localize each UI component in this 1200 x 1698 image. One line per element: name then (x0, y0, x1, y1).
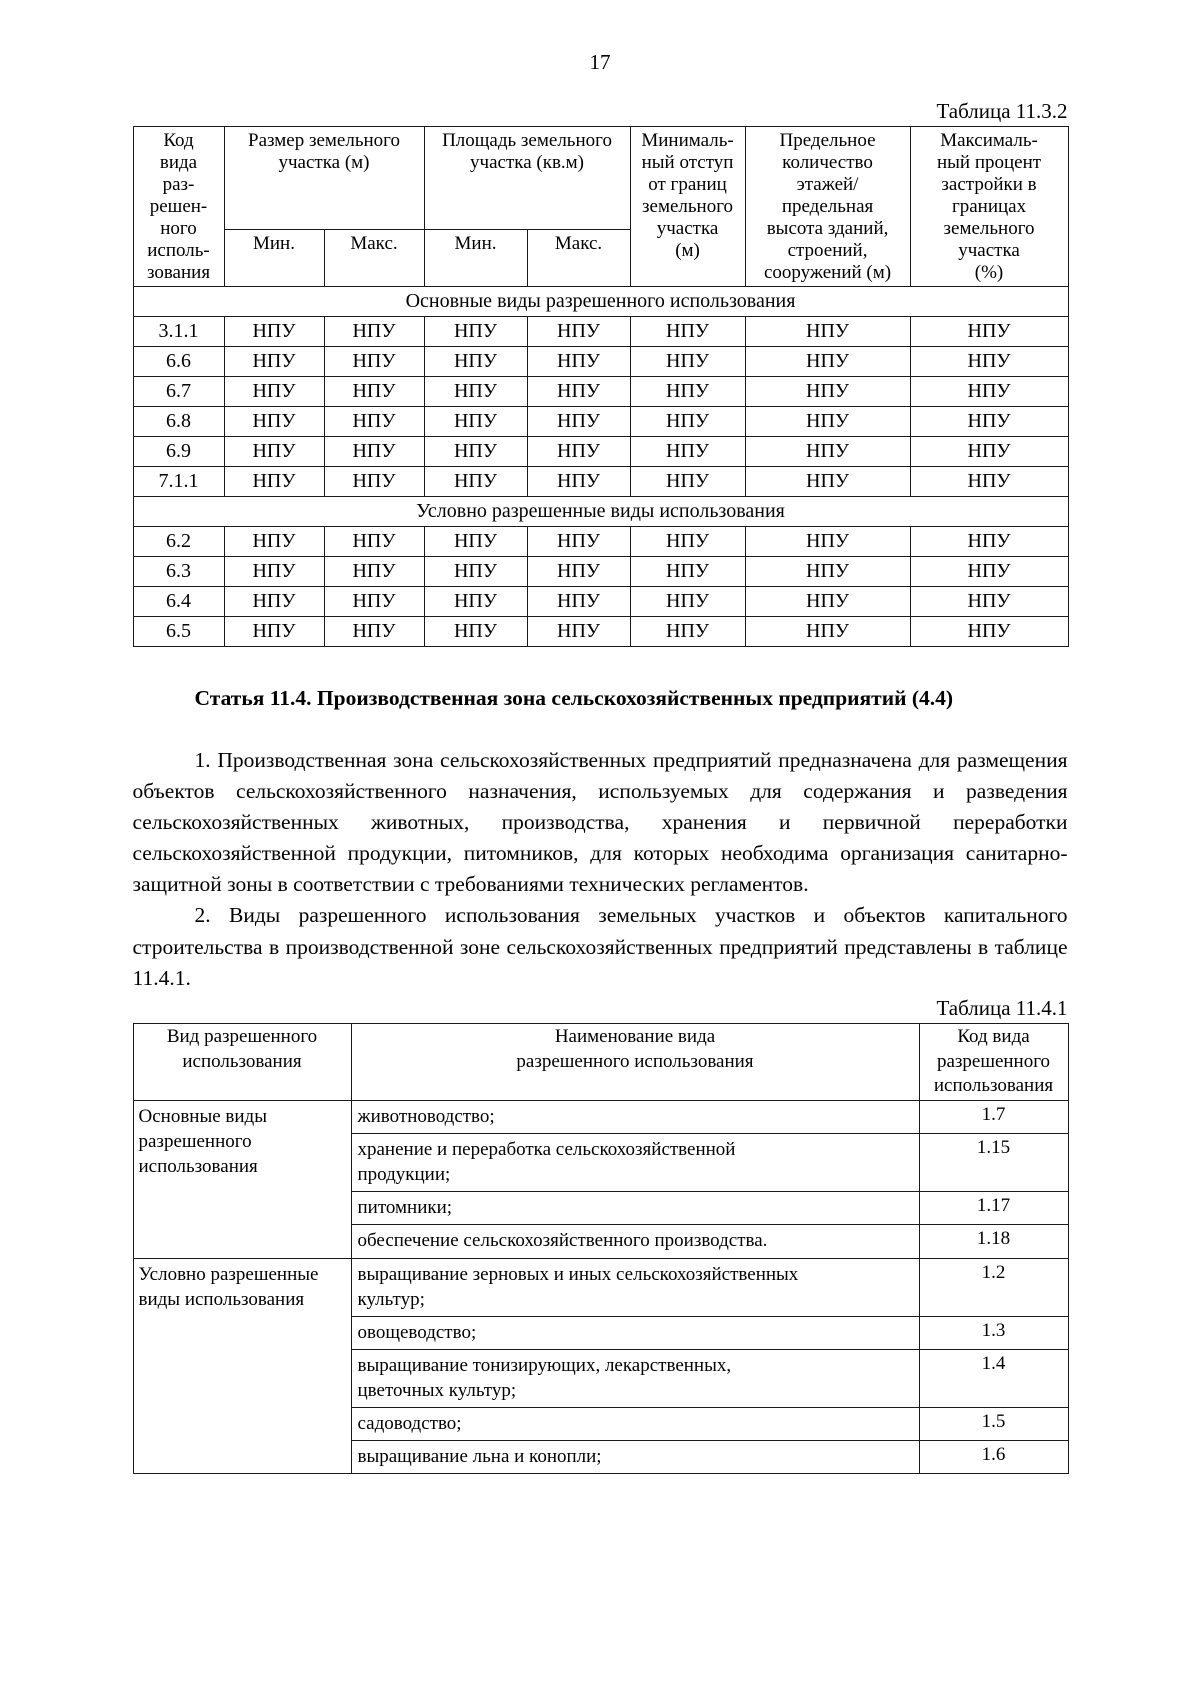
cell-value: НПУ (424, 347, 527, 377)
table-2-caption: Таблица 11.4.1 (936, 995, 1068, 1020)
table-row (133, 347, 1068, 377)
cell-name (351, 1192, 919, 1225)
cell-code: 3.1.1 (133, 317, 224, 347)
header-vri-code-l3: использования (933, 1075, 1054, 1097)
table-1-body (133, 287, 1068, 647)
cell-kind (133, 1101, 351, 1258)
header-setback-l3: от границ (648, 174, 727, 196)
cell-vri-code: 1.3 (919, 1316, 1068, 1349)
header-floors-l5: высота зданий, (766, 218, 889, 240)
cell-name-line: культур; (357, 1288, 425, 1310)
cell-value: НПУ (224, 317, 324, 347)
header-coverage-l3: застройки в (941, 174, 1037, 196)
table-row-section-header (133, 497, 1068, 527)
cell-value: НПУ (745, 437, 910, 467)
cell-kind (133, 1258, 351, 1474)
article-title-part-3: сельскохозяйственных (551, 686, 773, 711)
article-heading (133, 683, 1068, 714)
cell-value: НПУ (745, 377, 910, 407)
cell-kind-line: Основные виды (138, 1106, 267, 1128)
header-floors-l2: количество (782, 152, 873, 174)
cell-value: НПУ (324, 347, 424, 377)
cell-code: 6.4 (133, 587, 224, 617)
table-1-caption: Таблица 11.3.2 (936, 99, 1068, 123)
table-row (133, 587, 1068, 617)
cell-code: 6.5 (133, 617, 224, 647)
cell-kind-line: виды использования (138, 1288, 305, 1310)
cell-vri-code: 1.4 (919, 1349, 1068, 1407)
header-size-min: Мин. (224, 229, 324, 287)
cell-vri-code: 1.5 (919, 1407, 1068, 1440)
cell-vri-code: 1.15 (919, 1134, 1068, 1192)
header-vri-code (919, 1024, 1068, 1101)
header-setback-l4: земельного (642, 196, 734, 218)
header-code-l1: Код (163, 130, 194, 152)
cell-value: НПУ (745, 317, 910, 347)
header-setback-l1: Минималь- (641, 130, 734, 152)
cell-name-line: животноводство; (357, 1106, 495, 1128)
section-title: Условно разрешенные виды использования (133, 497, 1068, 527)
header-code-l4: решен- (149, 196, 208, 218)
cell-name-line: выращивание тонизирующих, лекарственных, (357, 1354, 732, 1376)
header-coverage-l1: Максималь- (940, 130, 1038, 152)
article-title-part-1: Производственная (316, 686, 499, 711)
cell-vri-code: 1.6 (919, 1440, 1068, 1473)
cell-value: НПУ (527, 557, 630, 587)
cell-value: НПУ (324, 407, 424, 437)
header-size: Размер земельного участка (м) (224, 127, 424, 230)
table-row (133, 377, 1068, 407)
table-2-header-row (133, 1024, 1068, 1101)
cell-value: НПУ (910, 557, 1068, 587)
cell-value: НПУ (424, 617, 527, 647)
header-code-l3: раз- (162, 174, 195, 196)
table-1-header-row-1 (133, 127, 1068, 230)
cell-value: НПУ (910, 617, 1068, 647)
cell-vri-code: 1.18 (919, 1225, 1068, 1258)
header-area-max: Макс. (527, 229, 630, 287)
header-coverage-l5: земельного (943, 218, 1035, 240)
cell-code: 6.6 (133, 347, 224, 377)
section-title: Основные виды разрешенного использования (133, 287, 1068, 317)
table-row (133, 1101, 1068, 1134)
cell-name (351, 1258, 919, 1316)
paragraph-1: 1. Производственная зона сельскохозяйственных предприятий предназначена для размещения объектов сельскохозяйственного назначения, используемых для содержания и разведения сельскохозяйственных животных, производства, хранения и первичной переработки сельскохозяйственной продукции, питомников, для которых необходима организация санитарно-защитной зоны в соответствии с требованиями технических регламентов. (132, 747, 1068, 897)
header-floors (745, 127, 910, 287)
header-setback-l6: (м) (675, 240, 700, 262)
article-title-part-4: предприятий (4.4) (778, 686, 954, 711)
cell-name-line: выращивание льна и конопли; (357, 1445, 602, 1467)
article-number: Статья 11.4. (194, 686, 312, 711)
table-row (133, 1258, 1068, 1316)
cell-name-line: выращивание зерновых и иных сельскохозяйственных (357, 1263, 799, 1285)
cell-name (351, 1407, 919, 1440)
cell-value: НПУ (745, 347, 910, 377)
cell-value: НПУ (224, 437, 324, 467)
page-number: 17 (589, 50, 611, 74)
cell-value: НПУ (324, 527, 424, 557)
cell-name-line: питомники; (357, 1197, 453, 1219)
cell-value: НПУ (424, 407, 527, 437)
cell-value: НПУ (324, 587, 424, 617)
cell-name (351, 1134, 919, 1192)
cell-value: НПУ (910, 347, 1068, 377)
cell-value: НПУ (224, 377, 324, 407)
table-2-head (133, 1024, 1068, 1101)
cell-kind-line: разрешенного (138, 1131, 252, 1153)
header-setback (630, 127, 745, 287)
cell-code: 6.3 (133, 557, 224, 587)
article-title-part-2: зона (503, 686, 547, 711)
cell-value: НПУ (424, 317, 527, 347)
cell-value: НПУ (424, 527, 527, 557)
cell-value: НПУ (527, 527, 630, 557)
table-11-4-1 (133, 1023, 1069, 1474)
cell-name-line: садоводство; (357, 1412, 462, 1434)
cell-value: НПУ (910, 407, 1068, 437)
cell-vri-code: 1.17 (919, 1192, 1068, 1225)
header-code-l5: ного (160, 218, 197, 240)
cell-value: НПУ (224, 617, 324, 647)
cell-code: 7.1.1 (133, 467, 224, 497)
cell-code: 6.7 (133, 377, 224, 407)
header-floors-l6: строений, (787, 240, 868, 262)
cell-name (351, 1349, 919, 1407)
header-floors-l1: Предельное (779, 130, 876, 152)
cell-kind-line: использования (138, 1156, 258, 1178)
cell-value: НПУ (324, 377, 424, 407)
cell-value: НПУ (745, 527, 910, 557)
cell-value: НПУ (224, 347, 324, 377)
paragraph-2: 2. Виды разрешенного использования земельных участков и объектов капитального строительства в производственной зоне сельскохозяйственных предприятий представлены в таблице 11.4.1. (132, 903, 1068, 990)
cell-value: НПУ (745, 467, 910, 497)
cell-value: НПУ (224, 527, 324, 557)
cell-name (351, 1225, 919, 1258)
cell-value: НПУ (630, 377, 745, 407)
table-row-section-header (133, 287, 1068, 317)
header-name-l1: Наименование вида (554, 1026, 716, 1048)
header-floors-l7: сооружений (м) (763, 262, 892, 284)
header-coverage-l4: границах (951, 196, 1027, 218)
cell-value: НПУ (745, 617, 910, 647)
table-row (133, 317, 1068, 347)
header-floors-l4: предельная (781, 196, 874, 218)
cell-code: 6.9 (133, 437, 224, 467)
cell-value: НПУ (630, 617, 745, 647)
cell-name-line: цветочных культур; (357, 1379, 517, 1401)
header-code (133, 127, 224, 287)
cell-value: НПУ (630, 437, 745, 467)
cell-value: НПУ (745, 557, 910, 587)
header-area-min: Мин. (424, 229, 527, 287)
cell-vri-code: 1.2 (919, 1258, 1068, 1316)
cell-name-line: хранение и переработка сельскохозяйственной (357, 1139, 736, 1161)
cell-value: НПУ (324, 557, 424, 587)
cell-code: 6.2 (133, 527, 224, 557)
cell-value: НПУ (324, 437, 424, 467)
header-size-max: Макс. (324, 229, 424, 287)
cell-name-line: продукции; (357, 1164, 451, 1186)
cell-value: НПУ (910, 467, 1068, 497)
cell-value: НПУ (630, 347, 745, 377)
cell-value: НПУ (527, 407, 630, 437)
cell-value: НПУ (527, 617, 630, 647)
cell-value: НПУ (630, 317, 745, 347)
header-coverage-l7: (%) (974, 262, 1004, 284)
header-code-l2: вида (159, 152, 198, 174)
cell-name (351, 1440, 919, 1473)
cell-value: НПУ (910, 437, 1068, 467)
cell-value: НПУ (630, 467, 745, 497)
header-name (351, 1024, 919, 1101)
cell-name (351, 1101, 919, 1134)
table-row (133, 527, 1068, 557)
table-row (133, 557, 1068, 587)
header-area: Площадь земельного участка (кв.м) (424, 127, 630, 230)
cell-value: НПУ (324, 467, 424, 497)
cell-value: НПУ (224, 557, 324, 587)
table-2-body (133, 1101, 1068, 1474)
header-kind-l2: использования (182, 1050, 302, 1072)
cell-value: НПУ (630, 407, 745, 437)
cell-value: НПУ (527, 587, 630, 617)
header-vri-code-l2: разрешенного (936, 1050, 1051, 1072)
header-name-l2: разрешенного использования (516, 1050, 754, 1072)
header-code-l7: зования (146, 262, 211, 284)
cell-value: НПУ (527, 347, 630, 377)
cell-name-line: овощеводство; (357, 1321, 477, 1343)
header-vri-code-l1: Код вида (957, 1026, 1030, 1048)
cell-value: НПУ (630, 527, 745, 557)
table-row (133, 407, 1068, 437)
cell-value: НПУ (630, 557, 745, 587)
header-setback-l5: участка (656, 218, 719, 240)
cell-value: НПУ (324, 617, 424, 647)
table-1-head (133, 127, 1068, 287)
cell-value: НПУ (527, 377, 630, 407)
cell-value: НПУ (745, 587, 910, 617)
cell-vri-code: 1.7 (919, 1101, 1068, 1134)
cell-value: НПУ (910, 317, 1068, 347)
cell-value: НПУ (745, 407, 910, 437)
cell-value: НПУ (224, 467, 324, 497)
cell-value: НПУ (424, 377, 527, 407)
header-kind-l1: Вид разрешенного (166, 1026, 318, 1048)
cell-code: 6.8 (133, 407, 224, 437)
header-coverage (910, 127, 1068, 287)
cell-value: НПУ (424, 587, 527, 617)
cell-name-line: обеспечение сельскохозяйственного производства. (357, 1230, 768, 1252)
cell-value: НПУ (424, 467, 527, 497)
cell-value: НПУ (527, 467, 630, 497)
cell-value: НПУ (224, 407, 324, 437)
table-row (133, 467, 1068, 497)
cell-value: НПУ (527, 317, 630, 347)
cell-kind-line: Условно разрешенные (138, 1263, 319, 1285)
table-row (133, 617, 1068, 647)
cell-value: НПУ (224, 587, 324, 617)
header-setback-l2: ный отступ (641, 152, 734, 174)
header-coverage-l6: участка (958, 240, 1020, 262)
cell-value: НПУ (324, 317, 424, 347)
cell-value: НПУ (910, 527, 1068, 557)
cell-value: НПУ (910, 587, 1068, 617)
header-kind (133, 1024, 351, 1101)
cell-name (351, 1316, 919, 1349)
cell-value: НПУ (527, 437, 630, 467)
cell-value: НПУ (424, 557, 527, 587)
table-row (133, 437, 1068, 467)
cell-value: НПУ (424, 437, 527, 467)
header-code-l6: исполь- (147, 240, 210, 262)
cell-value: НПУ (630, 587, 745, 617)
header-floors-l3: этажей/ (796, 174, 859, 196)
header-coverage-l2: ный процент (936, 152, 1042, 174)
cell-value: НПУ (910, 377, 1068, 407)
table-11-3-2 (133, 126, 1069, 647)
page-content (133, 99, 1068, 1474)
